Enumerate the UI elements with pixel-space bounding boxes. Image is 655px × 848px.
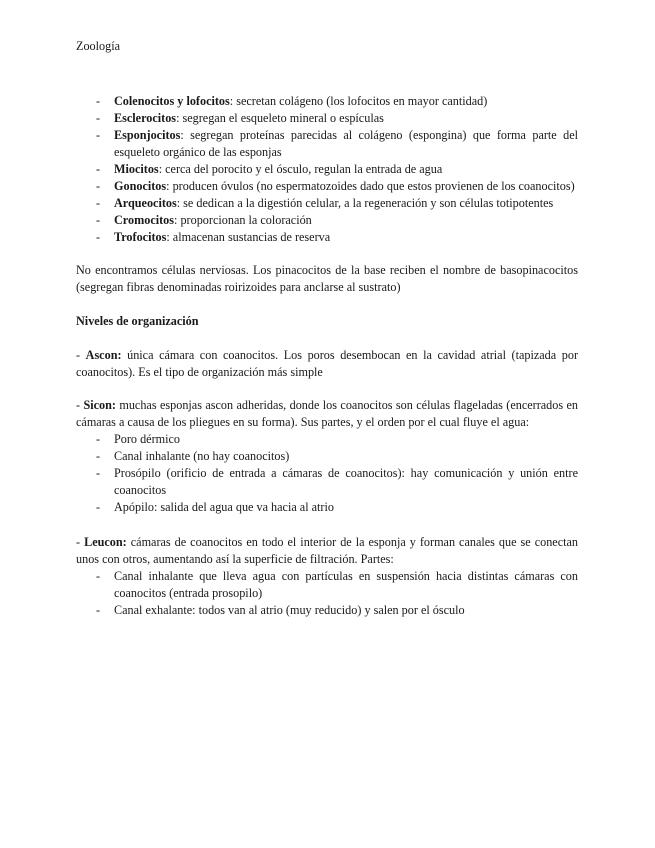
list-item bbox=[76, 195, 578, 212]
leucon-parts-list bbox=[76, 568, 578, 619]
list-item bbox=[76, 178, 578, 195]
list-item: - Poro dérmico bbox=[76, 431, 578, 448]
list-item: - Canal exhalante: todos van al atrio (muy reducido) y salen por el ósculo bbox=[76, 602, 578, 619]
cell-desc: : producen óvulos (no espermatozoides dado que estos provienen de los coanocitos) bbox=[166, 179, 575, 193]
cell-term: Miocitos bbox=[114, 162, 159, 176]
cell-desc: : almacenan sustancias de reserva bbox=[166, 230, 331, 244]
list-item bbox=[76, 110, 578, 127]
page-header: Zoología bbox=[76, 39, 121, 53]
list-item bbox=[76, 93, 578, 110]
cell-term: Esponjocitos bbox=[114, 128, 181, 142]
cell-desc: : proporcionan la coloración bbox=[174, 213, 312, 227]
cell-term: Trofocitos bbox=[114, 230, 167, 244]
cell-desc: : segregan proteínas parecidas al colágeno (espongina) que forma parte del esqueleto orgánico de las esponjas bbox=[114, 128, 578, 159]
cell-term: Arqueocitos bbox=[114, 196, 177, 210]
document-body bbox=[76, 93, 578, 619]
cell-desc: : segregan el esqueleto mineral o espículas bbox=[176, 111, 384, 125]
leucon-paragraph: - Leucon: cámaras de coanocitos en todo el interior de la esponja y forman canales que se conectan unos con otros, aumentando así la superficie de filtración. Partes: bbox=[76, 535, 579, 566]
cell-term: Colenocitos y lofocitos bbox=[114, 94, 230, 108]
list-item: - Apópilo: salida del agua que va hacia al atrio bbox=[76, 499, 578, 516]
section-heading: Niveles de organización bbox=[76, 314, 199, 328]
ascon-paragraph: - Ascon: única cámara con coanocitos. Los poros desembocan en la cavidad atrial (tapizada por coanocitos). Es el tipo de organización más simple bbox=[76, 348, 579, 379]
cell-term: Gonocitos bbox=[114, 179, 167, 193]
list-item bbox=[76, 229, 578, 246]
cell-desc: : se dedican a la digestión celular, a la regeneración y son células totipotentes bbox=[176, 196, 554, 210]
list-item: - Canal inhalante que lleva agua con partículas en suspensión hacia distintas cámaras con coanocitos (entrada prosopilo) bbox=[76, 568, 578, 602]
list-item bbox=[76, 127, 578, 161]
sicon-paragraph: - Sicon: muchas esponjas ascon adheridas, donde los coanocitos son células flageladas (encerrados en cámaras a causa de los pliegues en su forma). Sus partes, y el orden por el cual fluye el agua: bbox=[76, 398, 578, 429]
list-item: - Prosópilo (orificio de entrada a cámaras de coanocitos): hay comunicación y unión entre coanocitos bbox=[76, 465, 578, 499]
nerve-paragraph: No encontramos células nerviosas. Los pinacocitos de la base reciben el nombre de basopinacocitos (segregan fibras denominadas roirizoides para anclarse al sustrato) bbox=[76, 263, 578, 294]
cell-desc: : secretan colágeno (los lofocitos en mayor cantidad) bbox=[229, 94, 488, 108]
sicon-parts-list bbox=[76, 431, 578, 516]
cell-types-list bbox=[76, 93, 578, 246]
cell-desc: : cerca del porocito y el ósculo, regulan la entrada de agua bbox=[158, 162, 443, 176]
cell-term: Cromocitos bbox=[114, 213, 175, 227]
ascon-term: Ascon: bbox=[85, 348, 122, 362]
cell-term: Esclerocitos bbox=[114, 111, 177, 125]
list-item: - Canal inhalante (no hay coanocitos) bbox=[76, 448, 578, 465]
leucon-term: Leucon: bbox=[84, 535, 127, 549]
sicon-term: Sicon: bbox=[83, 398, 116, 412]
list-item bbox=[76, 212, 578, 229]
list-item bbox=[76, 161, 578, 178]
